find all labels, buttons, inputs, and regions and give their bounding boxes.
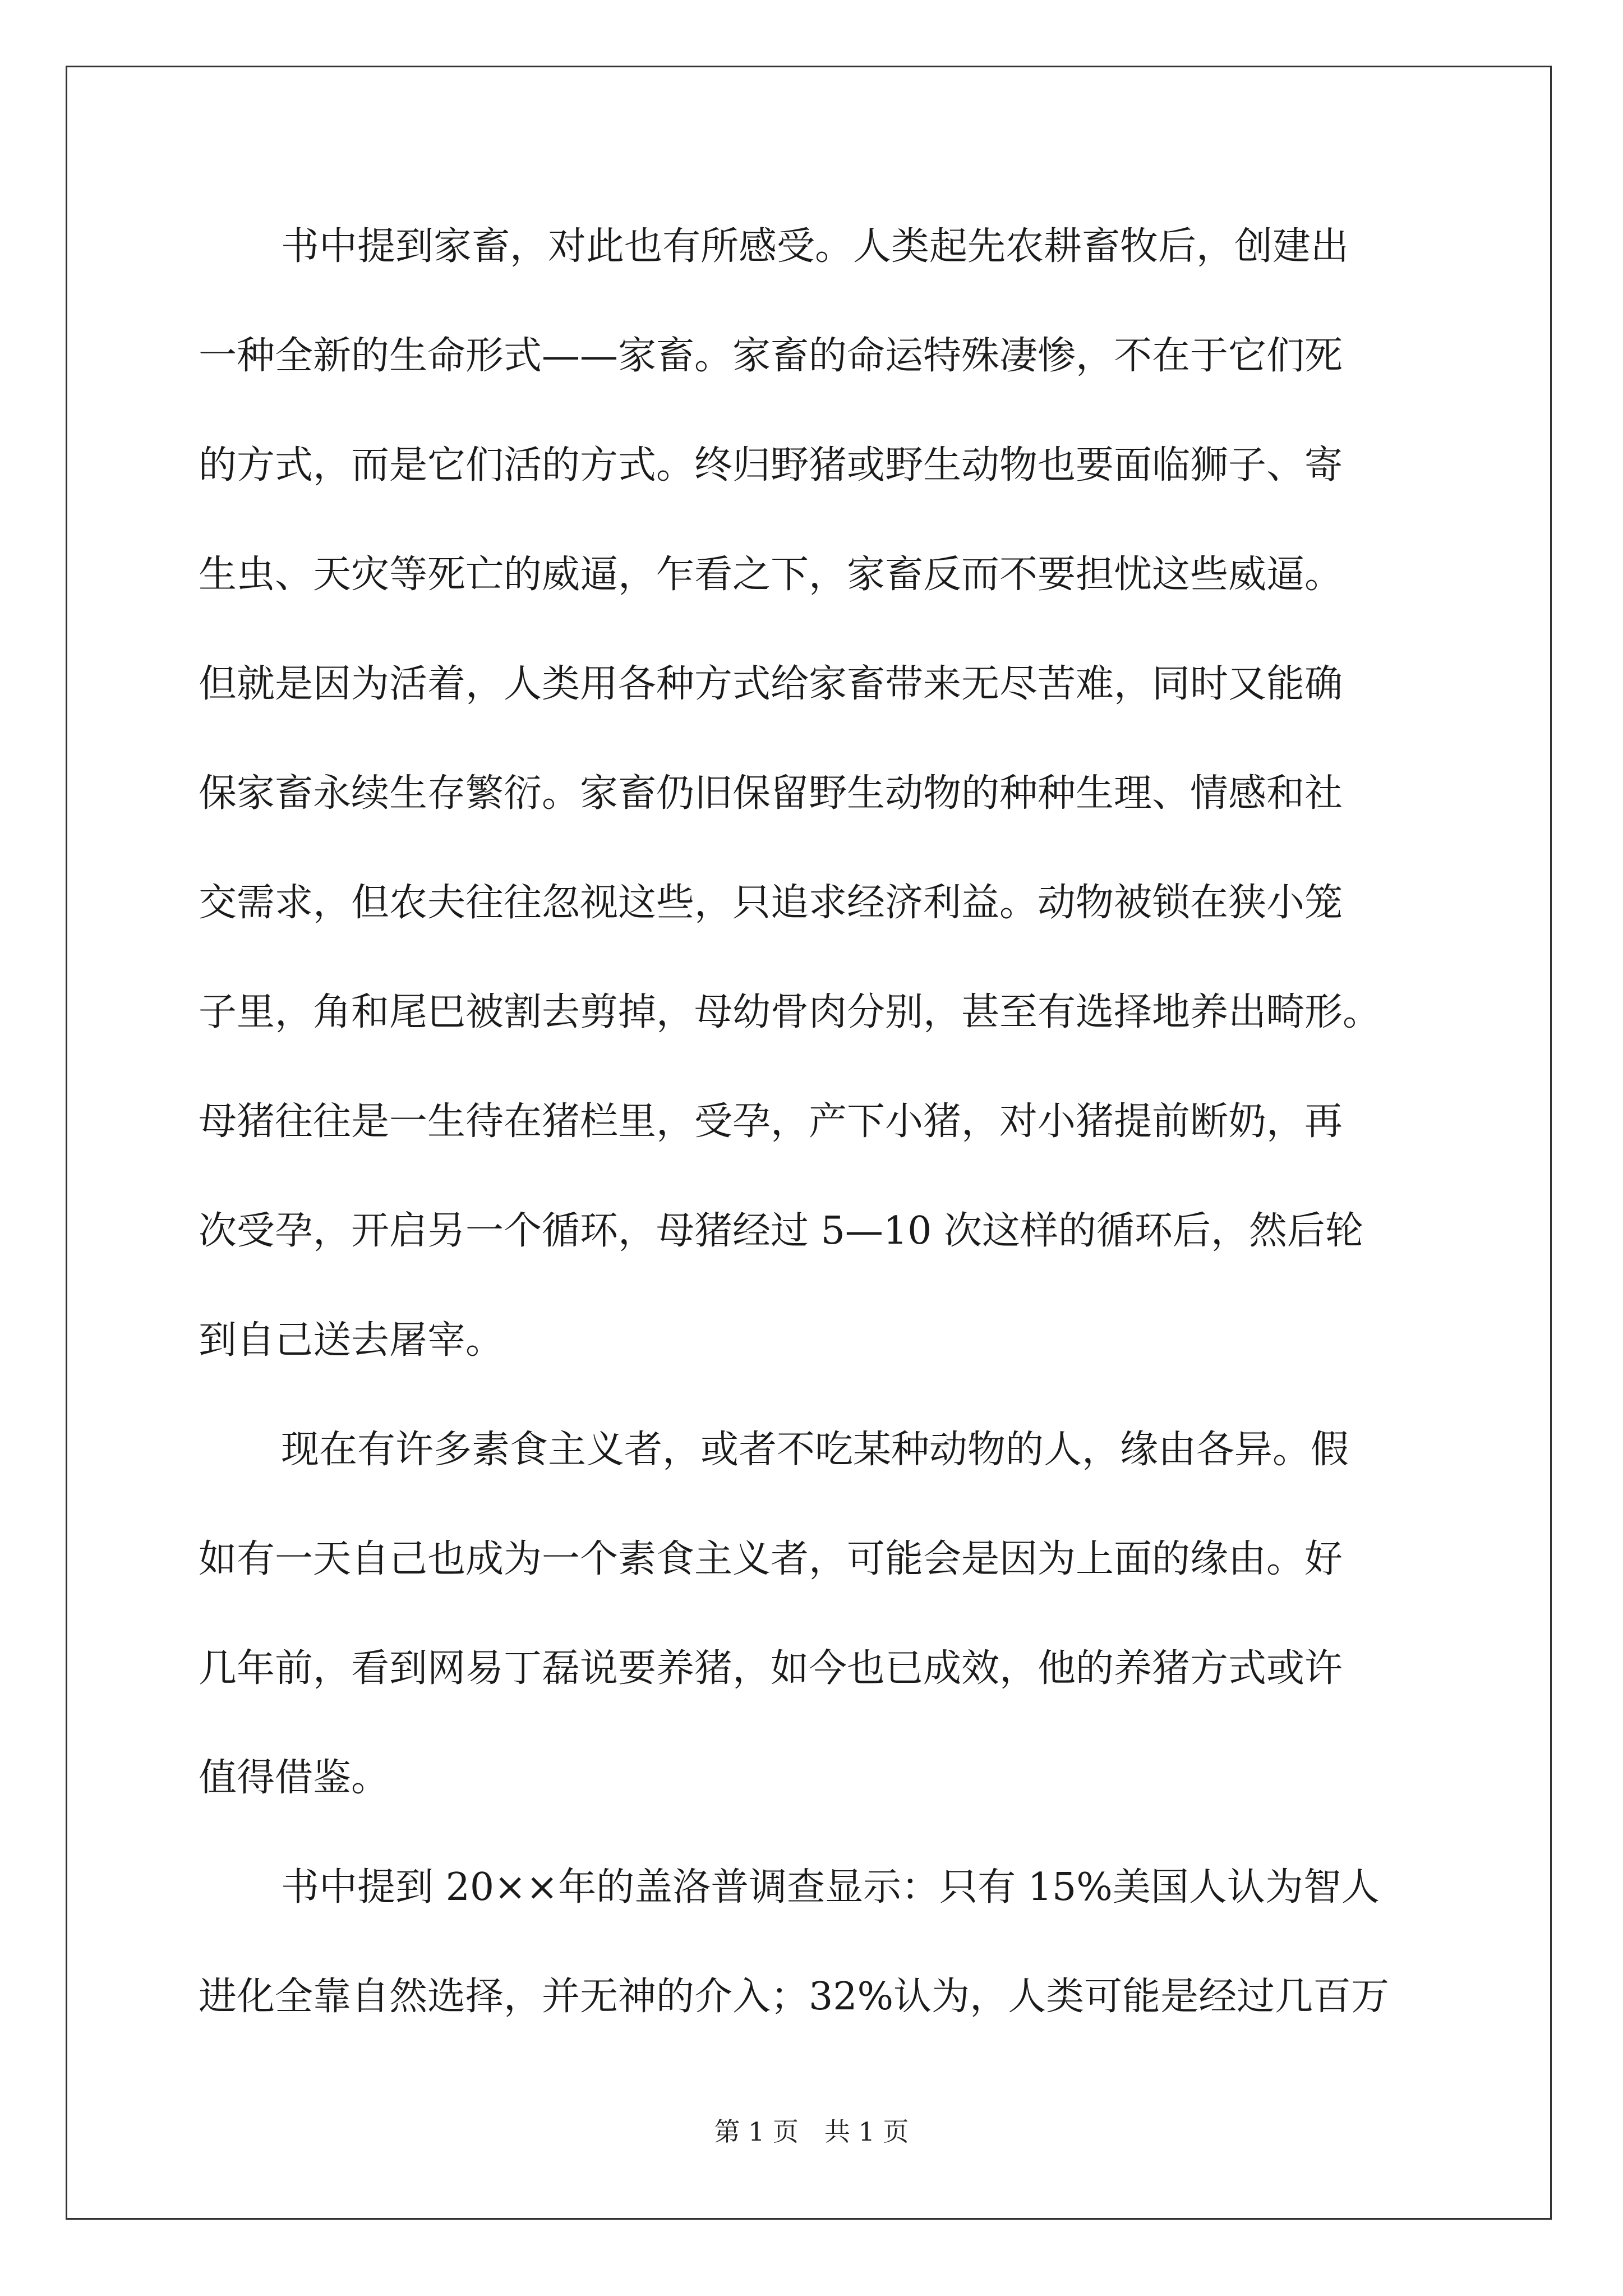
text-line: 生虫、天灾等死亡的威逼，乍看之下，家畜反而不要担忧这些威逼。	[199, 553, 1343, 597]
text-line: 次受孕，开启另一个循环，母猪经过 5—10 次这样的循环后，然后轮	[199, 1209, 1364, 1253]
text-line: 子里，角和尾巴被割去剪掉，母幼骨肉分别，甚至有选择地养出畸形。	[199, 990, 1381, 1034]
text-line: 书中提到家畜，对此也有所感受。人类起先农耕畜牧后，创建出	[281, 224, 1349, 269]
text-line: 保家畜永续生存繁衍。家畜仍旧保留野生动物的种种生理、情感和社	[199, 771, 1343, 816]
text-line: 的方式，而是它们活的方式。终归野猪或野生动物也要面临狮子、寄	[199, 443, 1343, 487]
text-line: 母猪往往是一生待在猪栏里，受孕，产下小猪，对小猪提前断奶，再	[199, 1099, 1343, 1144]
page-number: 第 1 页 共 1 页	[714, 2116, 909, 2147]
text-line: 到自己送去屠宰。	[199, 1318, 504, 1363]
text-line: 几年前，看到网易丁磊说要养猪，如今也已成效，他的养猪方式或许	[199, 1646, 1343, 1691]
text-line: 但就是因为活着，人类用各种方式给家畜带来无尽苦难，同时又能确	[199, 662, 1343, 706]
text-line: 书中提到 20××年的盖洛普调查显示：只有 15%美国人认为智人	[281, 1865, 1380, 1910]
text-line: 交需求，但农夫往往忽视这些，只追求经济利益。动物被锁在狭小笼	[199, 881, 1343, 925]
text-line: 现在有许多素食主义者，或者不吃某种动物的人，缘由各异。假	[281, 1428, 1349, 1472]
text-line: 进化全靠自然选择，并无神的介入；32%认为，人类可能是经过几百万	[199, 1975, 1390, 2019]
text-line: 一种全新的生命形式——家畜。家畜的命运特殊凄惨，不在于它们死	[199, 334, 1343, 378]
text-line: 如有一天自己也成为一个素食主义者，可能会是因为上面的缘由。好	[199, 1537, 1343, 1581]
text-line: 值得借鉴。	[199, 1756, 390, 1800]
